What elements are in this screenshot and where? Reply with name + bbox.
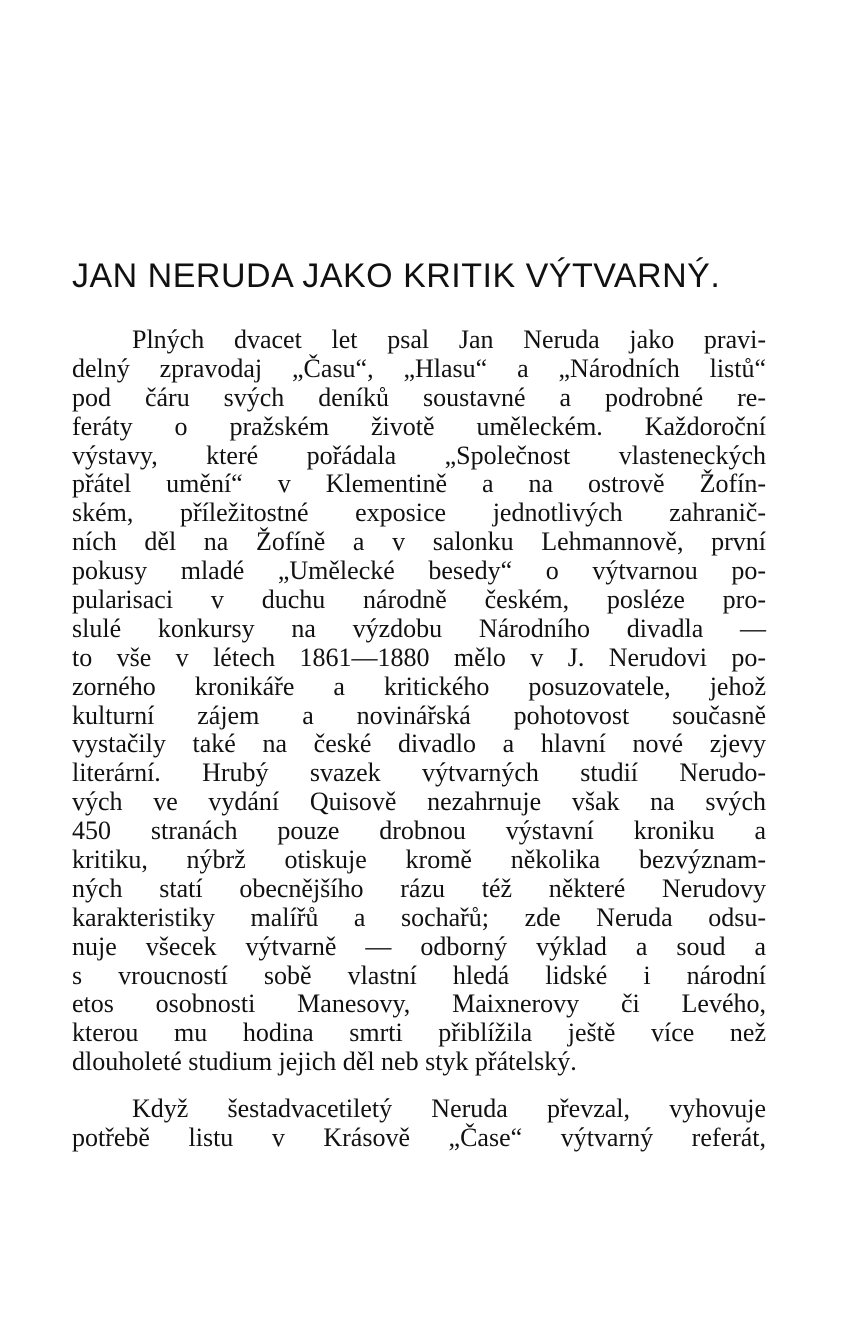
text-line: ních děl na Žofíně a v salonku Lehmannově, první: [72, 527, 766, 557]
text-line: nuje všecek výtvarně — odborný výklad a soud a: [72, 931, 766, 961]
text-line: feráty o pražském životě uměleckém. Každoroční: [72, 411, 766, 441]
text-line: Když šestadvacetiletý Neruda převzal, vyhovuje: [132, 1094, 766, 1123]
text-line: delný zpravodaj „Času“, „Hlasu“ a „Národních listů“: [72, 353, 766, 383]
text-line: karakteristiky malířů a sochařů; zde Neruda odsu-: [72, 902, 766, 932]
text-line: vých ve vydání Quisově nezahrnuje však na svých: [72, 787, 766, 817]
text-line: etos osobnosti Manesovy, Maixnerovy či Levého,: [72, 989, 766, 1019]
text-line: kritiku, nýbrž otiskuje kromě několika bezvýznam-: [72, 845, 766, 875]
text-line: pod čáru svých deníků soustavné a podrobné re-: [72, 382, 766, 412]
text-line: ných statí obecnějšího rázu též některé Nerudovy: [72, 873, 766, 903]
text-line: kterou mu hodina smrti přiblížila ještě více než: [72, 1018, 766, 1048]
text-line: pularisaci v duchu národně českém, posléze pro-: [72, 585, 766, 615]
text-line: pokusy mladé „Umělecké besedy“ o výtvarnou po-: [72, 556, 766, 586]
paragraph-2: [72, 1095, 766, 1153]
text-line: s vroucností sobě vlastní hledá lidské i národní: [72, 960, 766, 990]
text-line: zorného kronikáře a kritického posuzovatele, jehož: [72, 671, 766, 701]
text-line: Plných dvacet let psal Jan Neruda jako pravi-: [132, 325, 766, 354]
text-line: potřebě listu v Krásově „Čase“ výtvarný referát,: [72, 1122, 766, 1152]
text-line: 450 stranách pouze drobnou výstavní kroniku a: [72, 816, 766, 846]
text-line: ském, příležitostné exposice jednotlivých zahranič-: [72, 498, 766, 528]
text-line: literární. Hrubý svazek výtvarných studií Nerudo-: [72, 758, 766, 788]
text-line: dlouholeté studium jejich děl neb styk přátelský.: [72, 1047, 577, 1077]
text-line: slulé konkursy na výzdobu Národního divadla —: [72, 613, 766, 643]
text-line: kulturní zájem a novinářská pohotovost současně: [72, 700, 766, 730]
chapter-title: JAN NERUDA JAKO KRITIK VÝTVARNÝ.: [72, 257, 721, 295]
text-line: výstavy, které pořádala „Společnost vlasteneckých: [72, 440, 766, 470]
text-line: to vše v létech 1861—1880 mělo v J. Nerudovi po-: [72, 642, 766, 672]
text-line: přátel umění“ v Klementině a na ostrově Žofín-: [72, 469, 766, 499]
paragraph-1: [72, 326, 766, 1077]
text-line: vystačily také na české divadlo a hlavní nové zjevy: [72, 729, 766, 759]
